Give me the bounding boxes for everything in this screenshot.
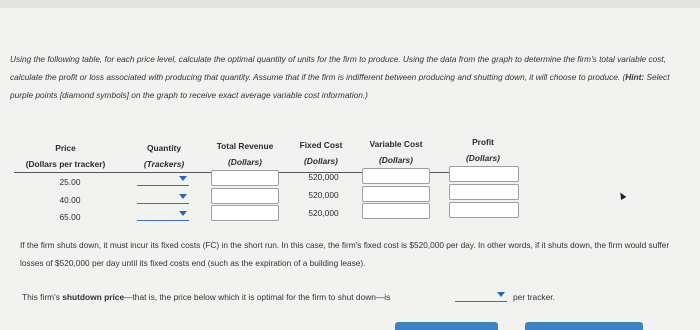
- header-fixed-cost-title: Fixed Cost: [299, 140, 343, 150]
- header-quantity-unit: (Trackers): [143, 159, 185, 169]
- fixed-cost-cell: 520,000: [308, 208, 339, 218]
- top-bar: [0, 0, 700, 8]
- variable-cost-input[interactable]: [362, 186, 430, 202]
- header-total-revenue-title: Total Revenue: [216, 141, 274, 151]
- header-price-title: Price: [55, 143, 76, 153]
- total-revenue-input[interactable]: [211, 205, 279, 221]
- header-fixed-cost: [290, 140, 352, 166]
- dropdown-arrow-icon: [179, 211, 187, 216]
- shutdown-price-question: [22, 292, 390, 302]
- instructions-text: Using the following table, for each price level, calculate the optimal quantity of units for the firm to produce. Using the data from the graph to determine the firm's total variable cost, calculate the profit or loss associated with producing that quantity. Assume that if the firm is indifferent between producing and shutting down, it will choose to produce. (: [10, 54, 666, 82]
- price-cell: 65.00: [59, 212, 81, 222]
- variable-cost-input[interactable]: [362, 203, 430, 219]
- profit-input[interactable]: [449, 202, 519, 218]
- instructions-paragraph: [10, 50, 690, 104]
- profit-input[interactable]: [449, 166, 519, 182]
- header-variable-cost-title: Variable Cost: [369, 139, 423, 149]
- shutdown-middle: —that is, the price below which it is optimal for the firm to shut down—is: [124, 292, 391, 302]
- price-cell: 40.00: [59, 195, 81, 205]
- quantity-dropdown[interactable]: [137, 190, 189, 204]
- profit-input[interactable]: [449, 184, 519, 200]
- header-variable-cost: [358, 139, 434, 165]
- dropdown-arrow-icon: [179, 176, 187, 181]
- header-quantity-title: Quantity: [147, 143, 181, 153]
- quantity-dropdown[interactable]: [137, 172, 189, 186]
- header-total-revenue-unit: (Dollars): [228, 157, 262, 167]
- header-price: [18, 143, 113, 169]
- mouse-cursor-icon: [618, 191, 627, 200]
- fixed-cost-note: If the firm shuts down, it must incur its fixed costs (FC) in the short run. In this case, the firm's fixed cost is $520,000 per day. In other words, if it shuts down, the firm would suffer losses of $520,000 per day until its fixed costs end (such as the expiration of a building lease).: [20, 240, 670, 268]
- shutdown-suffix: per tracker.: [513, 292, 555, 302]
- fixed-cost-cell: 520,000: [308, 172, 339, 182]
- hint-text: Select purple points [diamond symbols] on the graph to receive exact average variable cost information.): [10, 72, 670, 100]
- header-price-unit: (Dollars per tracker): [25, 159, 106, 169]
- header-profit-unit: (Dollars): [466, 153, 500, 163]
- dropdown-arrow-icon: [179, 194, 187, 199]
- total-revenue-input[interactable]: [211, 170, 279, 186]
- total-revenue-input[interactable]: [211, 188, 279, 204]
- hint-label: Hint:: [625, 72, 645, 82]
- header-profit-title: Profit: [472, 137, 494, 147]
- header-profit: [452, 137, 514, 163]
- header-variable-cost-unit: (Dollars): [379, 155, 413, 165]
- variable-cost-input[interactable]: [362, 168, 430, 184]
- header-total-revenue: [206, 141, 284, 167]
- header-fixed-cost-unit: (Dollars): [304, 156, 338, 166]
- shutdown-prefix: This firm's: [22, 292, 63, 302]
- header-quantity: [134, 143, 194, 169]
- shutdown-price-term: shutdown price: [62, 292, 125, 302]
- price-cell: 25.00: [59, 177, 81, 187]
- quantity-dropdown[interactable]: [137, 207, 189, 221]
- shutdown-price-dropdown[interactable]: [455, 288, 507, 302]
- fixed-cost-cell: 520,000: [308, 190, 339, 200]
- dropdown-arrow-icon: [497, 292, 505, 297]
